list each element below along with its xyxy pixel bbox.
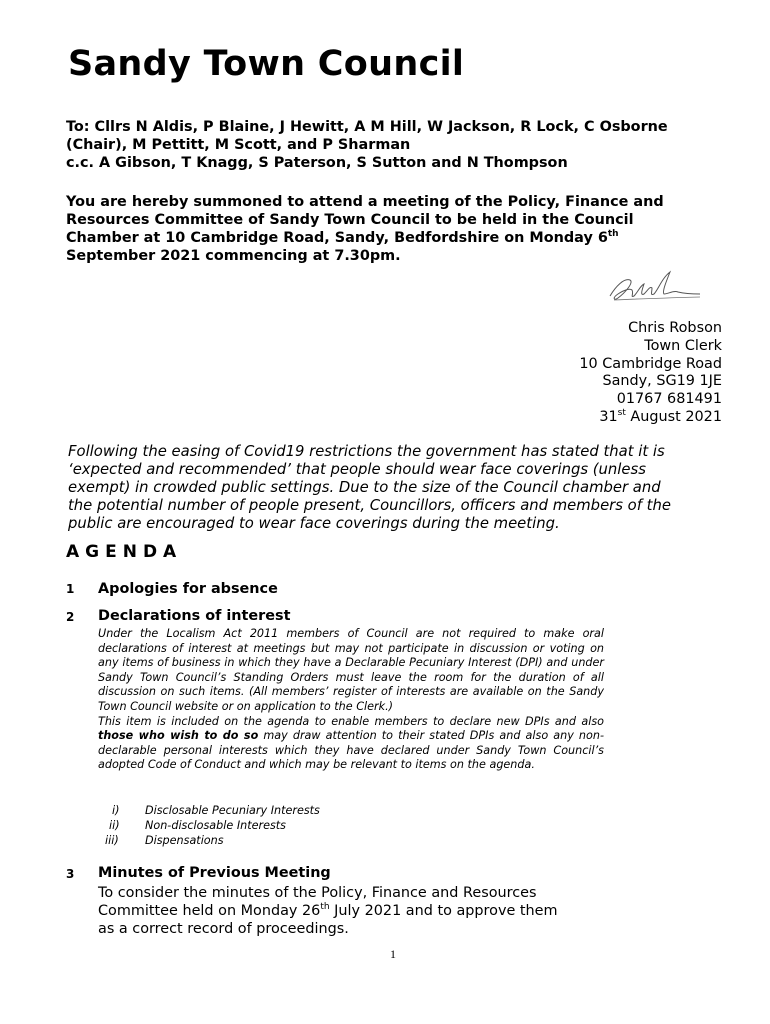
item-title: Minutes of Previous Meeting <box>98 865 331 881</box>
item-number: 3 <box>66 867 75 881</box>
agenda-heading: AGENDA <box>66 542 183 562</box>
summons-line: You are hereby summoned to attend a meeting of the Policy, Finance and <box>66 194 664 210</box>
minutes-line: To consider the minutes of the Policy, Finance and Resources <box>98 885 537 901</box>
recipients-line: (Chair), M Pettitt, M Scott, and P Sharman <box>66 137 411 153</box>
sub-item-label: Dispensations <box>145 834 224 847</box>
minutes-body <box>98 884 618 939</box>
covid-notice <box>68 443 718 533</box>
item-title: Apologies for absence <box>98 581 278 597</box>
summons-paragraph <box>66 193 726 265</box>
declarations-body <box>98 627 604 773</box>
declarations-paragraph: This item is included on the agenda to enable members to declare new DPIs and also those who wish to do so may draw attention to their stated DPIs and also any non-declarable personal interests which they have declared under Sandy Town Council’s adopted Code of Conduct and which may be relevant to items on the agenda. <box>98 714 604 772</box>
notice-line: public are encouraged to wear face coverings during the meeting. <box>68 515 560 532</box>
sub-item-number: i) <box>112 804 120 817</box>
recipients-line: To: Cllrs N Aldis, P Blaine, J Hewitt, A M Hill, W Jackson, R Lock, C Osborne <box>66 119 668 135</box>
minutes-line: Committee held on Monday 26th July 2021 and to approve them <box>98 902 558 920</box>
sub-item-label: Disclosable Pecuniary Interests <box>145 804 320 817</box>
recipients-block <box>66 118 736 172</box>
sub-item-number: ii) <box>109 819 120 832</box>
sub-item-number: iii) <box>105 834 119 847</box>
page-title: Sandy Town Council <box>68 44 465 84</box>
clerk-name: Chris Robson <box>628 320 722 336</box>
summons-line: September 2021 commencing at 7.30pm. <box>66 248 401 264</box>
notice-line: the potential number of people present, Councillors, officers and members of the <box>68 497 671 514</box>
letter-date: 31st August 2021 <box>599 408 722 425</box>
cc-line: c.c. A Gibson, T Knagg, S Paterson, S Sutton and N Thompson <box>66 155 568 171</box>
phone-number: 01767 681491 <box>616 391 722 408</box>
item-number: 2 <box>66 610 75 624</box>
summons-line: Chamber at 10 Cambridge Road, Sandy, Bedfordshire on Monday 6th <box>66 229 619 246</box>
item-number: 1 <box>66 582 75 596</box>
summons-line: Resources Committee of Sandy Town Council to be held in the Council <box>66 212 634 228</box>
sender-address <box>579 320 722 427</box>
item-title: Declarations of interest <box>98 608 291 624</box>
notice-line: exempt) in crowded public settings. Due to the size of the Council chamber and <box>68 479 661 496</box>
clerk-role: Town Clerk <box>644 337 722 354</box>
address-town: Sandy, SG19 1JE <box>602 373 722 390</box>
page-number: 1 <box>390 947 396 961</box>
address-street: 10 Cambridge Road <box>579 355 722 372</box>
notice-line: ‘expected and recommended’ that people should wear face coverings (unless <box>68 461 646 478</box>
minutes-line: as a correct record of proceedings. <box>98 921 349 938</box>
notice-line: Following the easing of Covid19 restrictions the government has stated that it is <box>68 443 665 460</box>
sub-item-label: Non-disclosable Interests <box>145 819 287 832</box>
declarations-paragraph: Under the Localism Act 2011 members of Council are not required to make oral declarations of interest at meetings but may not participate in discussion or voting on any items of business in which they have a Declarable Pecuniary Interest (DPI) and under Sandy Town Council’s Standing Orders must leave the room for the duration of all discussion on such items. (All members’ register of interests are available on the Sandy Town Council website or on application to the Clerk.) <box>98 627 604 713</box>
signature-icon <box>604 268 704 306</box>
